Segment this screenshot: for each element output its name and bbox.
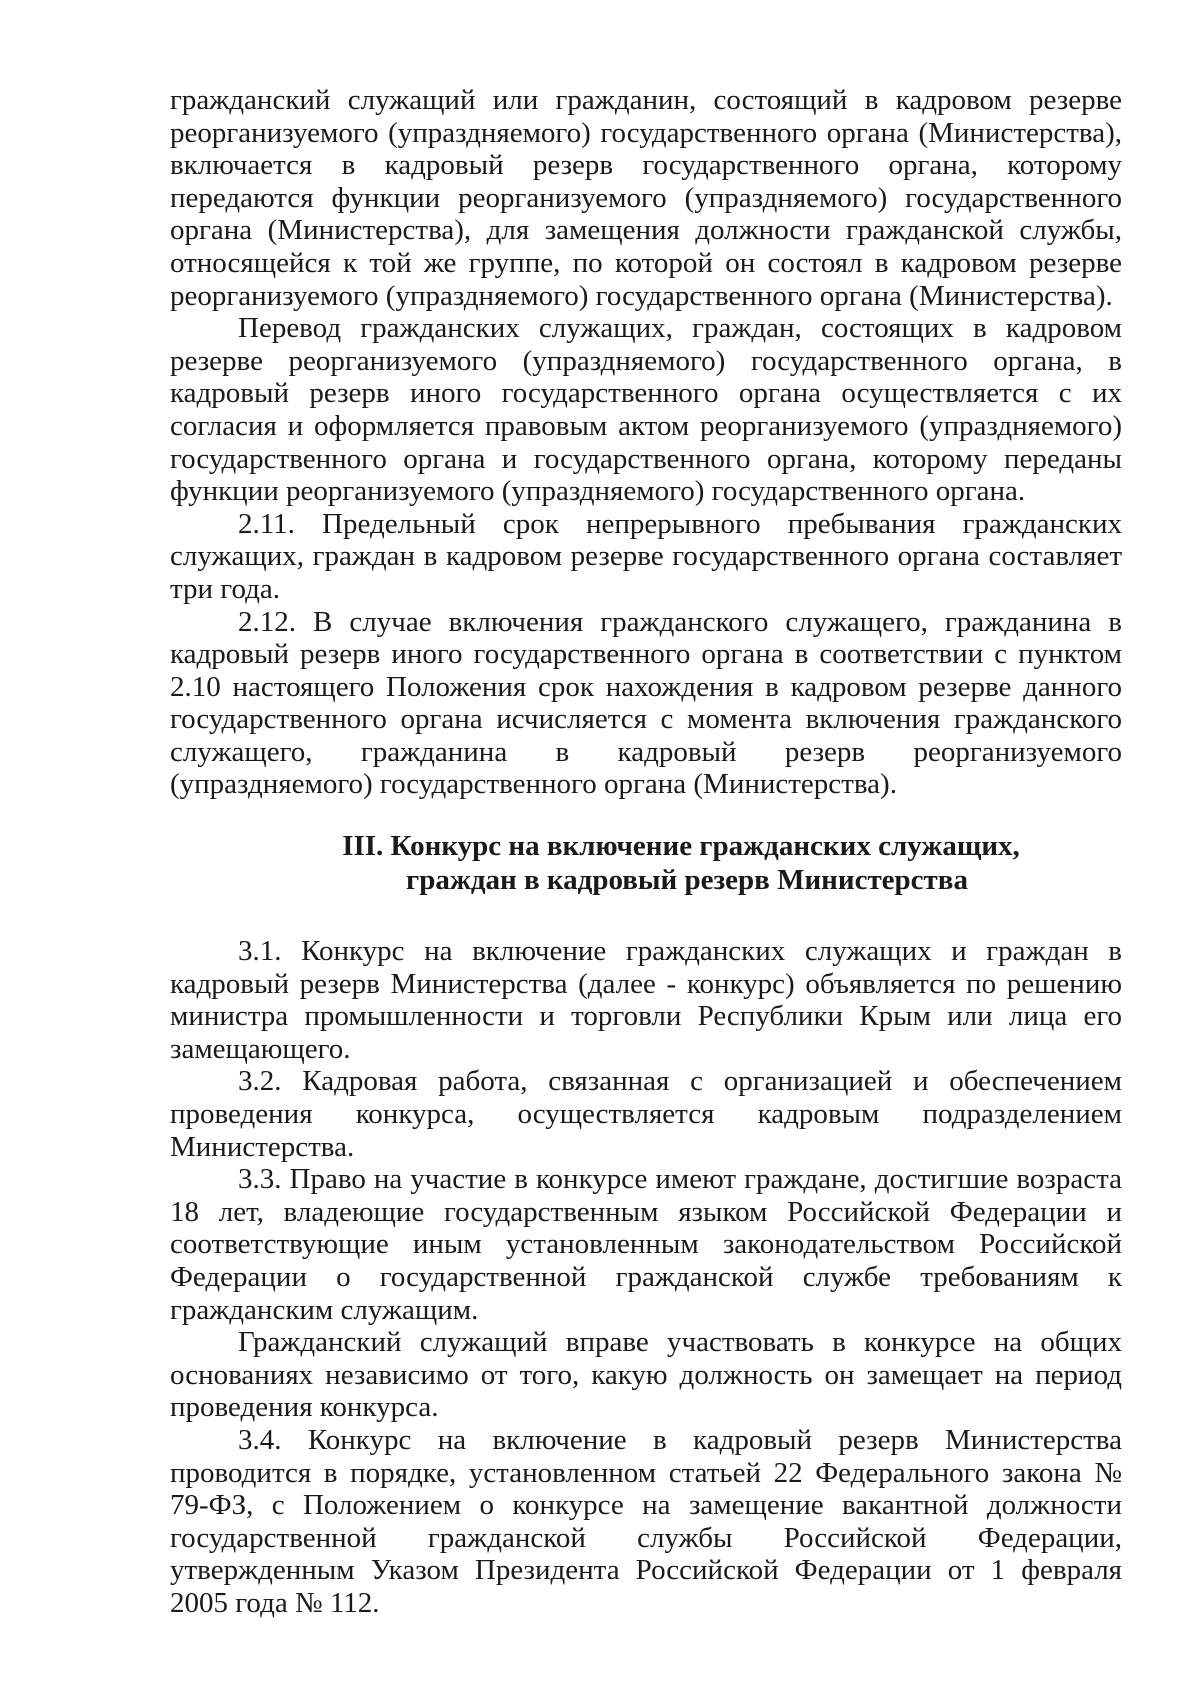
document-page <box>170 84 1122 1620</box>
clause-3-2: 3.2. Кадровая работа, связанная с организацией и обеспечением проведения конкурса, осуществляется кадровым подразделением Министерства. <box>170 1065 1122 1163</box>
section-heading-line-1: III. Конкурс на включение гражданских служащих, <box>342 830 1020 863</box>
paragraph: Гражданский служащий вправе участвовать в конкурсе на общих основаниях независимо от того, какую должность он замещает на период проведения конкурса. <box>170 1326 1122 1424</box>
clause-2-12: 2.12. В случае включения гражданского служащего, гражданина в кадровый резерв иного государственного органа в соответствии с пунктом 2.10 настоящего Положения срок нахождения в кадровом резерве данного государственного органа исчисляется с момента включения гражданского служащего, гражданина в кадровый резерв реорганизуемого (упраздняемого) государственного органа (Министерства). <box>170 605 1122 801</box>
clause-3-4: 3.4. Конкурс на включение в кадровый резерв Министерства проводится в порядке, установленном статьей 22 Федерального закона № 79-ФЗ, с Положением о конкурсе на замещение вакантной должности государственной гражданской службы Российской Федерации, утвержденным Указом Президента Российской Федерации от 1 февраля 2005 года № 112. <box>170 1423 1122 1619</box>
clause-3-3: 3.3. Право на участие в конкурсе имеют граждане, достигшие возраста 18 лет, владеющие государственным языком Российской Федерации и соответствующие иным установленным законодательством Российской Федерации о государственной гражданской службе требованиям к гражданским служащим. <box>170 1163 1122 1326</box>
paragraph: Перевод гражданских служащих, граждан, состоящих в кадровом резерве реорганизуемого (упраздняемого) государственного органа, в кадровый резерв иного государственного органа осуществляется с их согласия и оформляется правовым актом реорганизуемого (упраздняемого) государственного органа и государственного органа, которому переданы функции реорганизуемого (упраздняемого) государственного органа. <box>170 312 1122 508</box>
paragraph: гражданский служащий или гражданин, состоящий в кадровом резерве реорганизуемого (упраздняемого) государственного органа (Министерства), включается в кадровый резерв государственного органа, которому передаются функции реорганизуемого (упраздняемого) государственного органа (Министерства), для замещения должности гражданской службы, относящейся к той же группе, по которой он состоял в кадровом резерве реорганизуемого (упраздняемого) государственного органа (Министерства). <box>170 84 1122 312</box>
clause-2-11: 2.11. Предельный срок непрерывного пребывания гражданских служащих, граждан в кадровом резерве государственного органа составляет три года. <box>170 507 1122 605</box>
section-heading-line-2: граждан в кадровый резерв Министерства <box>406 864 968 897</box>
section-heading <box>170 829 1122 897</box>
clause-3-1: 3.1. Конкурс на включение гражданских служащих и граждан в кадровый резерв Министерства (далее - конкурс) объявляется по решению министра промышленности и торговли Республики Крым или лица его замещающего. <box>170 935 1122 1065</box>
